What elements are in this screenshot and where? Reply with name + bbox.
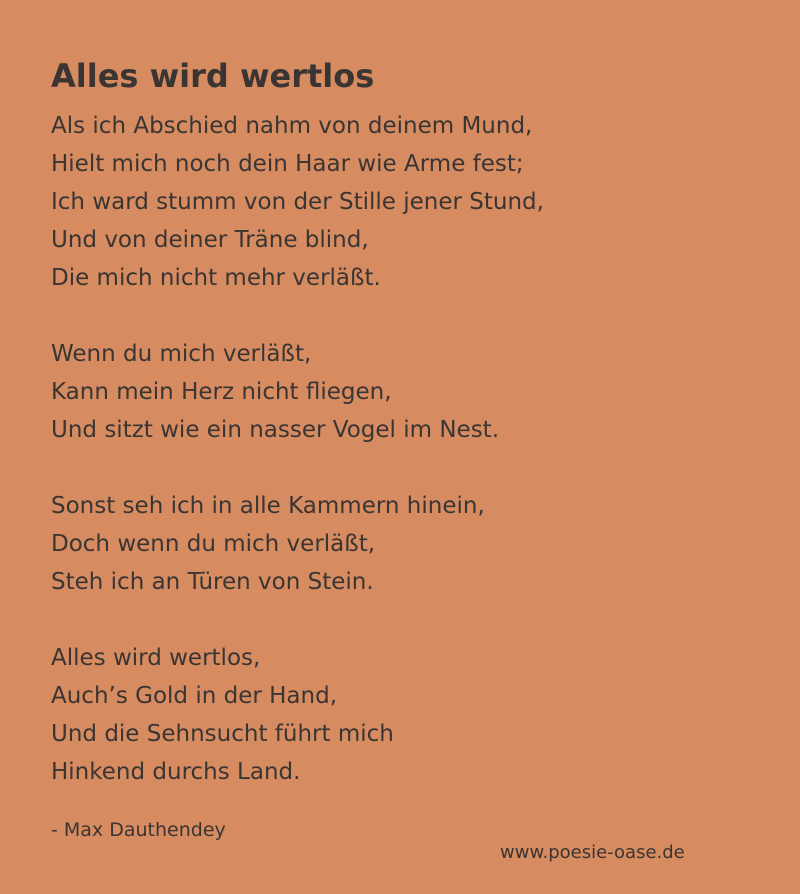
verse-line: Auch’s Gold in der Hand,: [51, 683, 338, 709]
verse-line: Kann mein Herz nicht fliegen,: [51, 379, 392, 405]
verse-line: Doch wenn du mich verläßt,: [51, 531, 376, 557]
stanza-2: [51, 335, 771, 449]
stanza-1: [51, 107, 771, 297]
poem-author: - Max Dauthendey: [51, 819, 226, 841]
verse-line: Und die Sehnsucht führt mich: [51, 721, 394, 747]
verse-line: Hinkend durchs Land.: [51, 759, 301, 785]
verse-line: Sonst seh ich in alle Kammern hinein,: [51, 493, 485, 519]
verse-line: Und von deiner Träne blind,: [51, 227, 369, 253]
verse-line: Und sitzt wie ein nasser Vogel im Nest.: [51, 417, 500, 443]
poem-card: [51, 56, 771, 843]
stanza-3: [51, 487, 771, 601]
poem-title: Alles wird wertlos: [51, 57, 375, 95]
verse-line: Steh ich an Türen von Stein.: [51, 569, 374, 595]
verse-line: Hielt mich noch dein Haar wie Arme fest;: [51, 151, 524, 177]
verse-line: Ich ward stumm von der Stille jener Stund,: [51, 189, 544, 215]
verse-line: Als ich Abschied nahm von deinem Mund,: [51, 113, 533, 139]
verse-line: Die mich nicht mehr verläßt.: [51, 265, 381, 291]
stanza-4: [51, 639, 771, 791]
verse-line: Wenn du mich verläßt,: [51, 341, 312, 367]
website-link[interactable]: www.poesie-oase.de: [500, 842, 685, 863]
verse-line: Alles wird wertlos,: [51, 645, 261, 671]
